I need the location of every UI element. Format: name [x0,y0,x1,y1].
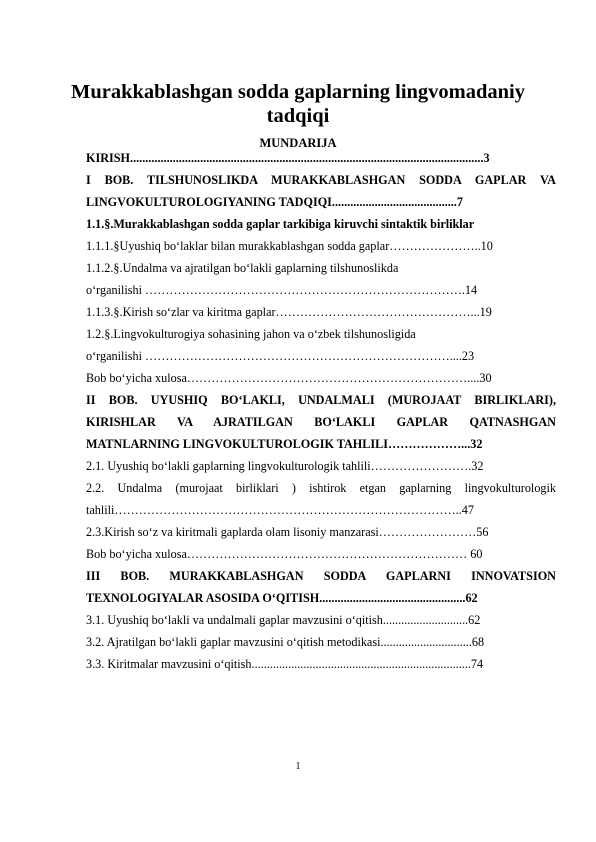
toc-entry-1-1-3: 1.1.3.§.Kirish so‘zlar va kiritma gaplar…………………………………………...19 [86,305,492,319]
toc-entry-chapter-1-summary: Bob bo‘yicha xulosa……………………………………………………………....30 [86,371,492,385]
toc-chapter-1-heading: I BOB. TILSHUNOSLIKDA MURAKKABLASHGAN SODDA GAPLAR VA [86,173,556,187]
toc-chapter-1-heading-cont: LINGVOKULTUROLOGIYANING TADQIQI.........................................7 [86,195,463,209]
toc-entry-1-1-1: 1.1.1.§Uyushiq bo‘laklar bilan murakkablashgan sodda gaplar…………………..10 [86,239,493,253]
toc-entry-3-3: 3.3. Kiritmalar mavzusini o‘qitish........................................................................74 [86,657,484,671]
toc-chapter-3-heading: III BOB. MURAKKABLASHGAN SODDA GAPLARNI INNOVATSION [86,569,556,583]
toc-entry-2-2-cont: tahlili…………………………………………………………………………..47 [86,503,474,517]
toc-entry-1-2-cont: o‘rganilishi …………………………………………………………………....23 [86,349,475,363]
toc-chapter-2-heading-cont: KIRISHLAR VA AJRATILGAN BO‘LAKLI GAPLAR QATNASHGAN [86,415,556,429]
page-number: 1 [295,761,301,772]
toc-entry-3-1: 3.1. Uyushiq bo‘lakli va undalmali gaplar mavzusini o‘qitish............................62 [86,613,481,627]
toc-entry-2-1: 2.1. Uyushiq bo‘lakli gaplarning lingvokulturologik tahlili…………………….32 [86,459,484,473]
toc-chapter-2-heading: II BOB. UYUSHIQ BO‘LAKLI, UNDALMALI (MUROJAAT BIRLIKLARI), [86,393,556,407]
document-title: Murakkablashgan sodda gaplarning lingvomadaniy tadqiqi [71,81,525,127]
table-of-contents [86,147,556,675]
toc-entry-1-1-2: 1.1.2.§.Undalma va ajratilgan bo‘lakli gaplarning tilshunoslikda [86,261,399,275]
toc-entry-chapter-2-summary: Bob bo‘yicha xulosa…………………………………………………………… 60 [86,547,483,561]
toc-entry-kirish: KIRISH....................................................................................................................3 [86,151,490,165]
contents-heading: MUNDARIJA [259,136,337,150]
toc-entry-1-2: 1.2.§.Lingvokulturogiya sohasining jahon va o‘zbek tilshunosligida [86,327,416,341]
toc-entry-2-3: 2.3.Kirish so‘z va kiritmali gaplarda olam lisoniy manzarasi……………………56 [86,525,489,539]
toc-section-1-1: 1.1.§.Murakkablashgan sodda gaplar tarkibiga kiruvchi sintaktik birliklar [86,217,475,231]
toc-entry-1-1-2-cont: o‘rganilishi …………………………………………………………………….14 [86,283,478,297]
toc-chapter-3-heading-cont: TEXNOLOGIYALAR ASOSIDA O‘QITISH................................................62 [86,591,478,605]
toc-entry-2-2: 2.2. Undalma (murojaat birliklari ) ishtirok etgan gaplarning lingvokulturologik [86,481,556,495]
toc-entry-3-2: 3.2. Ajratilgan bo‘lakli gaplar mavzusini o‘qitish metodikasi..............................68 [86,635,485,649]
toc-chapter-2-heading-cont-2: MATNLARNING LINGVOKULTUROLOGIK TAHLILI………………...32 [86,437,483,451]
